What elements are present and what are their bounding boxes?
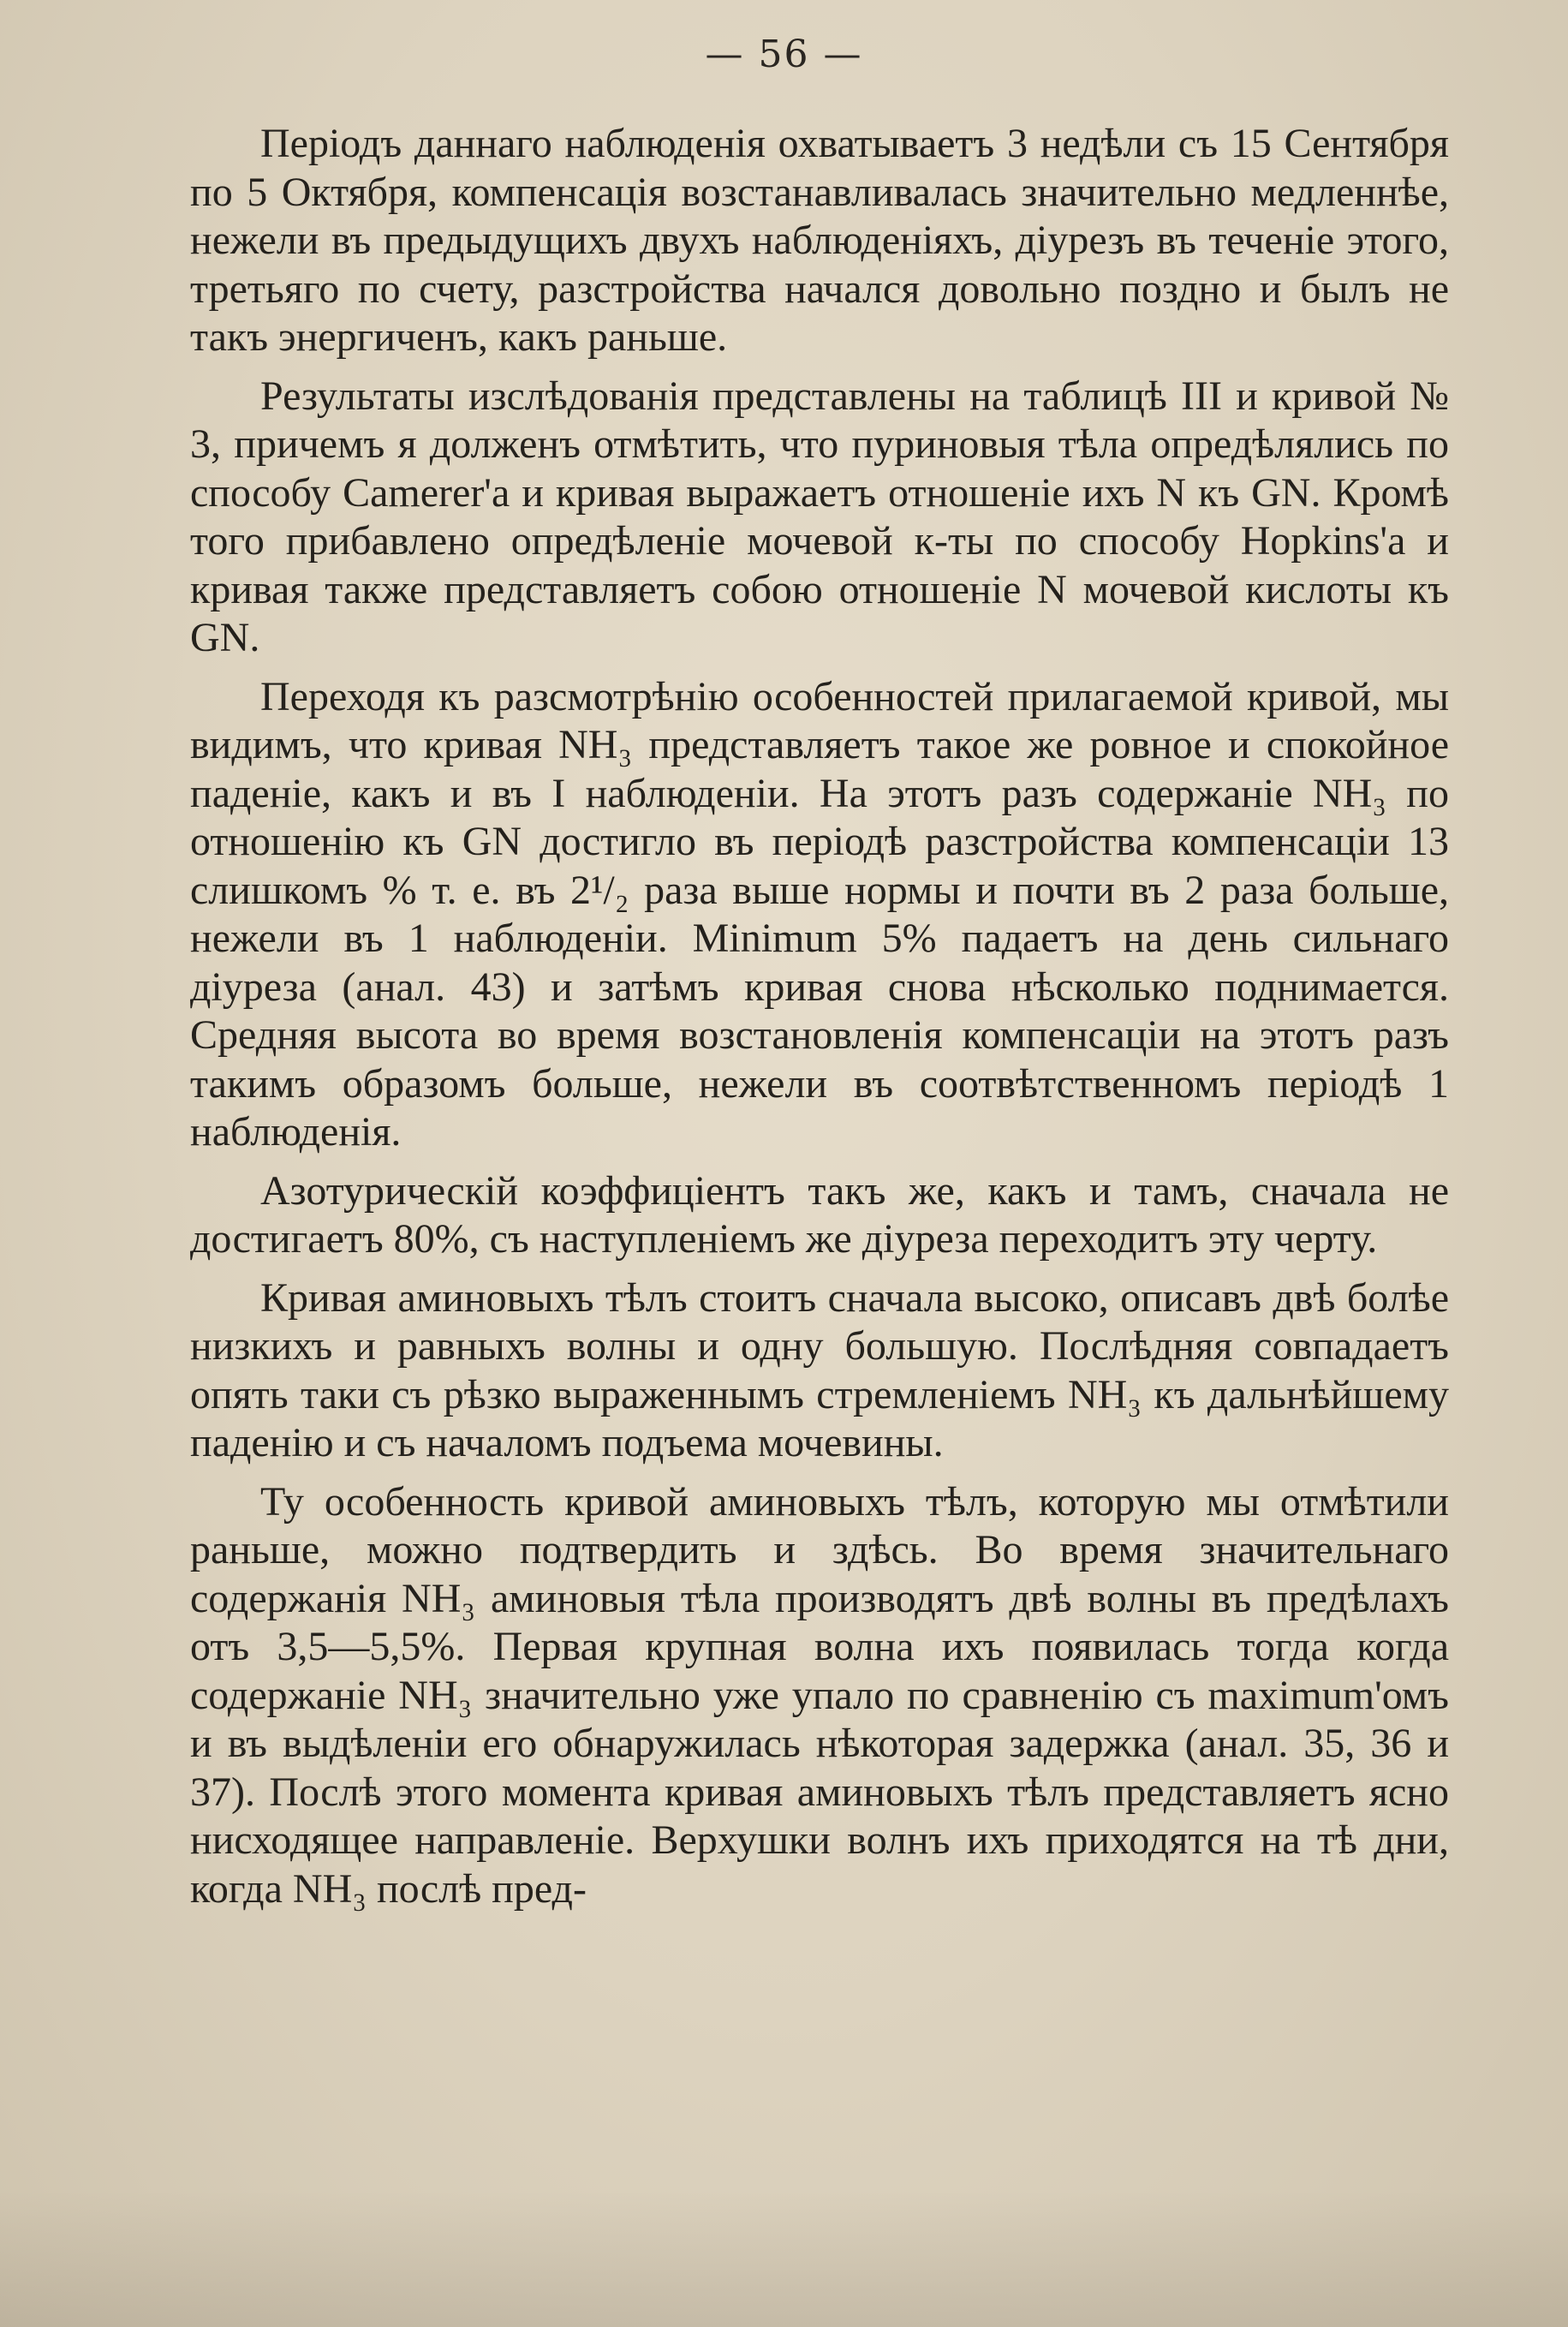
page-shadow	[0, 2190, 1568, 2327]
paragraph-1: Періодъ даннаго наблюденія охватываетъ 3 недѣли съ 15 Сентября по 5 Октября, компенсація возстанавливалась значительно медленнѣе, нежели въ предыдущихъ двухъ наблюденіяхъ, діурезъ въ теченіе этого, третьяго по счету, разстройства начался довольно поздно и былъ не такъ энергиченъ, какъ раньше.	[190, 121, 1449, 360]
paragraph-3: Переходя къ разсмотрѣнію особенностей прилагаемой кривой, мы видимъ, что кривая NH₃ представляетъ такое же ровное и спокойное паденіе, какъ и въ I наблюденіи. На этотъ разъ содержаніе NH₃ по отношенію къ GN достигло въ періодѣ разстройства компенсаціи 13 слишкомъ % т. е. въ 2¹/₂ раза выше нормы и почти въ 2 раза больше, нежели въ 1 наблюденіи. Minimum 5% падаетъ на день сильнаго діуреза (анал. 43) и затѣмъ кривая снова нѣсколько поднимается. Средняя высота во время возстановленія компенсаціи на этотъ разъ такимъ образомъ больше, нежели въ соотвѣтственномъ періодѣ 1 наблюденія.	[190, 673, 1449, 1155]
paragraph-2: Результаты изслѣдованія представлены на таблицѣ III и кривой № 3, причемъ я долженъ отмѣтить, что пуриновыя тѣла опредѣлялись по способу Camerer'а и кривая выражаетъ отношеніе ихъ N къ GN. Кромѣ того прибавлено опредѣленіе мочевой к-ты по способу Hopkins'а и кривая также представляетъ собою отношеніе N мочевой кислоты къ GN.	[190, 373, 1449, 660]
paragraph-4: Азотурическій коэффиціентъ такъ же, какъ и тамъ, сначала не достигаетъ 80%, съ наступленіемъ же діуреза переходитъ эту черту.	[190, 1167, 1449, 1262]
page-body	[190, 120, 1449, 1924]
page-number: — 56 —	[705, 33, 863, 76]
paragraph-5: Кривая аминовыхъ тѣлъ стоитъ сначала высоко, описавъ двѣ болѣе низкихъ и равныхъ волны и одну большую. Послѣдняя совпадаетъ опять таки съ рѣзко выраженнымъ стремленіемъ NH₃ къ дальнѣйшему паденію и съ началомъ подъема мочевины.	[190, 1274, 1449, 1465]
paragraph-6: Ту особенность кривой аминовыхъ тѣлъ, которую мы отмѣтили раньше, можно подтвердить и здѣсь. Во время значительнаго содержанія NH₃ аминовыя тѣла производятъ двѣ волны въ предѣлахъ отъ 3,5—5,5%. Первая крупная волна ихъ появилась тогда когда содержаніе NH₃ значительно уже упало по сравненію съ maximum'омъ и въ выдѣленіи его обнаружилась нѣкоторая задержка (анал. 35, 36 и 37). Послѣ этого момента кривая аминовыхъ тѣлъ представляетъ ясно нисходящее направленіе. Верхушки волнъ ихъ приходятся на тѣ дни, когда NH₃ послѣ пред-	[190, 1478, 1449, 1912]
